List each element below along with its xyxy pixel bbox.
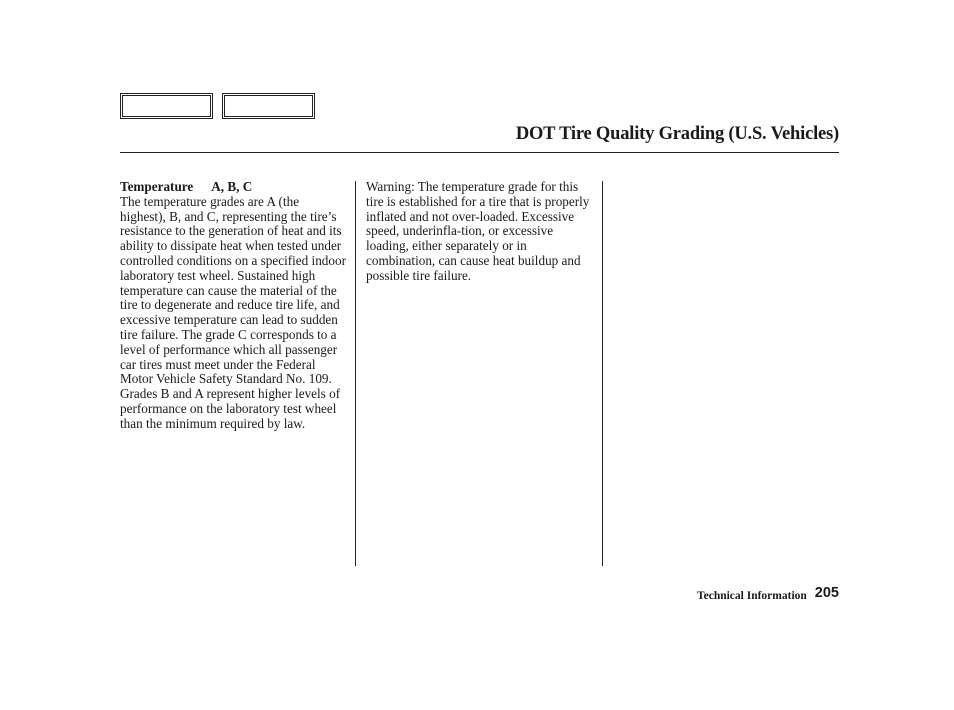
heading-grades: A, B, C — [211, 179, 253, 194]
column-divider-2 — [602, 181, 603, 566]
title-divider — [120, 152, 839, 153]
heading-term: Temperature — [120, 179, 194, 194]
section-heading — [120, 180, 348, 195]
nav-button-index[interactable] — [222, 93, 315, 119]
page-footer — [697, 586, 839, 604]
column-divider-1 — [355, 181, 356, 566]
nav-button-contents[interactable] — [120, 93, 213, 119]
page-number: 205 — [814, 585, 839, 601]
left-column — [120, 180, 348, 432]
warning-paragraph: Warning: The temperature grade for this tire is established for a tire that is properly inflated and not over-loaded. Excessive speed, underinfla-tion, or excessive loading, either separately or in combination, can cause heat buildup and possible tire failure. — [366, 179, 590, 283]
page-title: DOT Tire Quality Grading (U.S. Vehicles) — [515, 124, 839, 144]
right-column — [366, 180, 594, 284]
temperature-paragraph: The temperature grades are A (the highest), B, and C, representing the tire’s resistance to the generation of heat and its ability to dissipate heat when tested under controlled conditions on a specified indoor laboratory test wheel. Sustained high temperature can cause the material of the tire to degenerate and reduce tire life, and excessive temperature can lead to sudden tire failure. The grade C corresponds to a level of performance which all passenger car tires must meet under the Federal Motor Vehicle Safety Standard No. 109. Grades B and A represent higher levels of performance on the laboratory test wheel than the minimum required by law. — [120, 193, 346, 431]
footer-section-name: Technical Information — [697, 590, 807, 602]
